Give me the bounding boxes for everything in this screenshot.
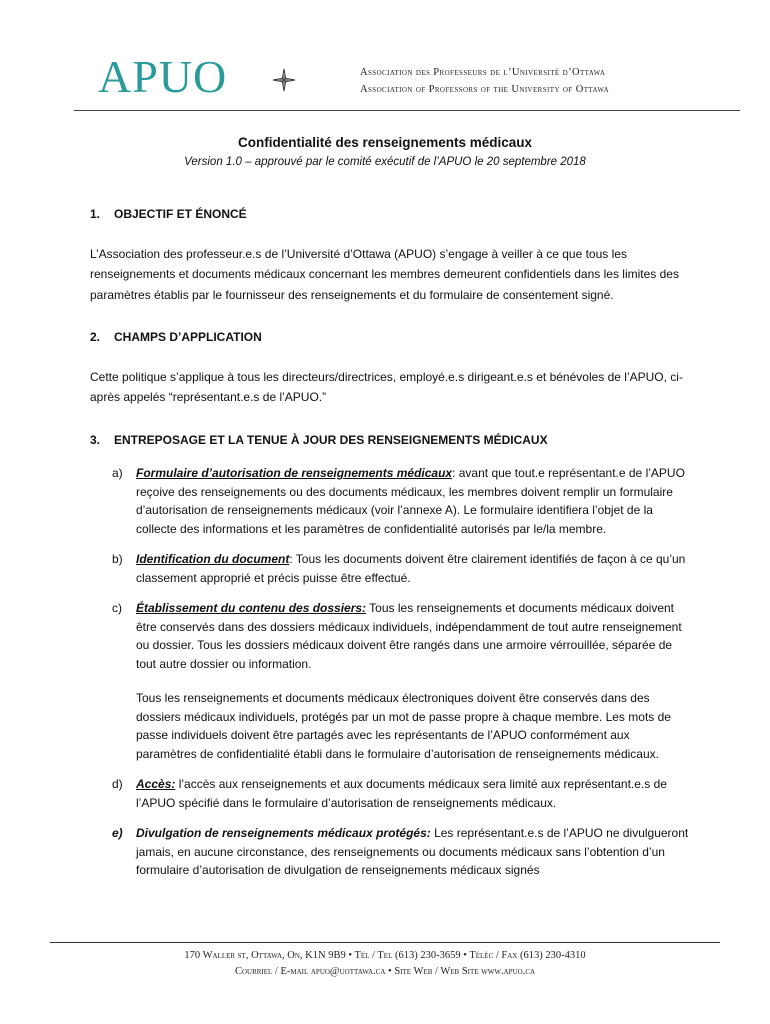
section-1-heading <box>90 204 690 225</box>
list-item-text: Tous les renseignements et documents médicaux doivent être conservés dans des dossiers médicaux individuels, indépendamment de tout autre renseignement ou dossier. Tous les dossiers médicaux doivent être rangés dans une armoire vérrouillée, séparée de tout autre dossier ou information. <box>136 601 682 671</box>
association-name <box>360 64 609 98</box>
list-item-lead: Formulaire d’autorisation de renseignements médicaux <box>136 466 453 480</box>
list-item-b <box>90 550 690 587</box>
section-title: ENTREPOSAGE ET LA TENUE À JOUR DES RENSEIGNEMENTS MÉDICAUX <box>114 432 548 447</box>
list-item-a <box>90 464 690 538</box>
list-item-lead: Accès: <box>136 777 176 791</box>
footer <box>0 948 770 980</box>
section-3-heading <box>90 430 690 451</box>
header-divider <box>74 110 740 111</box>
association-name-en: Association of Professors of the University of Ottawa <box>360 84 610 95</box>
document-body <box>90 204 690 892</box>
list-item-text: : avant que tout.e représentant.e de l’APUO reçoive des renseignements ou des documents médicaux, les membres doivent remplir un formulaire d’autorisation de renseignements médicaux (voir l’annexe A). Le formulaire identifiera l’objet de la collecte des informations et les paramètres de confidentialité autorisés par le/la membre. <box>136 466 685 536</box>
list-item-c <box>90 599 690 763</box>
list-item-lead: Établissement du contenu des dossiers: <box>136 601 367 615</box>
section-2-text: Cette politique s’applique à tous les directeurs/directrices, employé.e.s dirigeant.e.s et bénévoles de l’APUO, ci-après appelés “représentant.e.s de l’APUO.” <box>90 369 683 404</box>
section-number: 1. <box>90 207 101 221</box>
list-item-subparagraph: Tous les renseignements et documents médicaux électroniques doivent être conservés dans des dossiers médicaux individuels, protégés par un mot de passe propre à chaque membre. Les mots de passe individuels doivent être partagés avec les représentants de l’APUO conformément aux paramètres de confidentialité établi dans le formulaire d’autorisation de renseignements médicaux. <box>136 691 671 761</box>
section-number: 3. <box>90 432 101 447</box>
list-item-lead: Divulgation de renseignements médicaux protégés: <box>136 826 431 840</box>
section-title: CHAMPS D’APPLICATION <box>114 330 262 344</box>
section-title: OBJECTIF ET ÉNONCÉ <box>114 207 247 221</box>
footer-contact: Courriel / E-mail apuo@uottawa.ca • Site Web / Web Site www.apuo.ca <box>234 966 536 977</box>
list-label: a) <box>112 466 123 480</box>
section-1-text: L’Association des professeur.e.s de l’Université d’Ottawa (APUO) s’engage à veiller à ce que tous les renseignements et documents médicaux concernant les membres demeurent confidentiels dans les limites des paramètres établis par le fournisseur des renseignements et du formulaire de consentement signé. <box>90 246 679 302</box>
list-label: b) <box>112 552 123 566</box>
document-title: Confidentialité des renseignements médicaux <box>237 135 533 150</box>
list-label: c) <box>112 601 122 615</box>
list-label: d) <box>112 777 123 791</box>
list-item-lead: Identification du document <box>136 552 290 566</box>
association-name-fr: Association des Professeurs de l’Université d’Ottawa <box>360 67 606 78</box>
section-2-heading <box>90 327 690 348</box>
list-item-e <box>90 824 690 880</box>
compass-star-icon <box>272 68 296 92</box>
list-item-d <box>90 775 690 812</box>
list-item-text: Les représentant.e.s de l’APUO ne divulgueront jamais, en aucune circonstance, des renseignements ou documents médicaux sans l’obtention d’un formulaire d’autorisation de divulgation de renseignements médicaux signés <box>136 826 689 877</box>
list-label: e) <box>112 826 123 840</box>
apuo-logo: APUO <box>98 51 228 102</box>
document-version: Version 1.0 – approuvé par le comité exécutif de l’APUO le 20 septembre 2018 <box>184 156 586 168</box>
list-item-text: l’accès aux renseignements et aux documents médicaux sera limité aux représentant.e.s de l’APUO spécifié dans le formulaire d’autorisation de renseignements médicaux. <box>136 777 667 810</box>
section-number: 2. <box>90 330 101 344</box>
footer-address: 170 Waller st, Ottawa, On, K1N 9B9 • Tél / Tel (613) 230-3659 • Téléc / Fax (613) 230-4310 <box>184 950 586 961</box>
footer-divider <box>50 942 720 943</box>
list-item-text: : Tous les documents doivent être clairement identifiés de façon à ce qu’un classement approprié et précis puisse être effectué. <box>136 552 686 585</box>
